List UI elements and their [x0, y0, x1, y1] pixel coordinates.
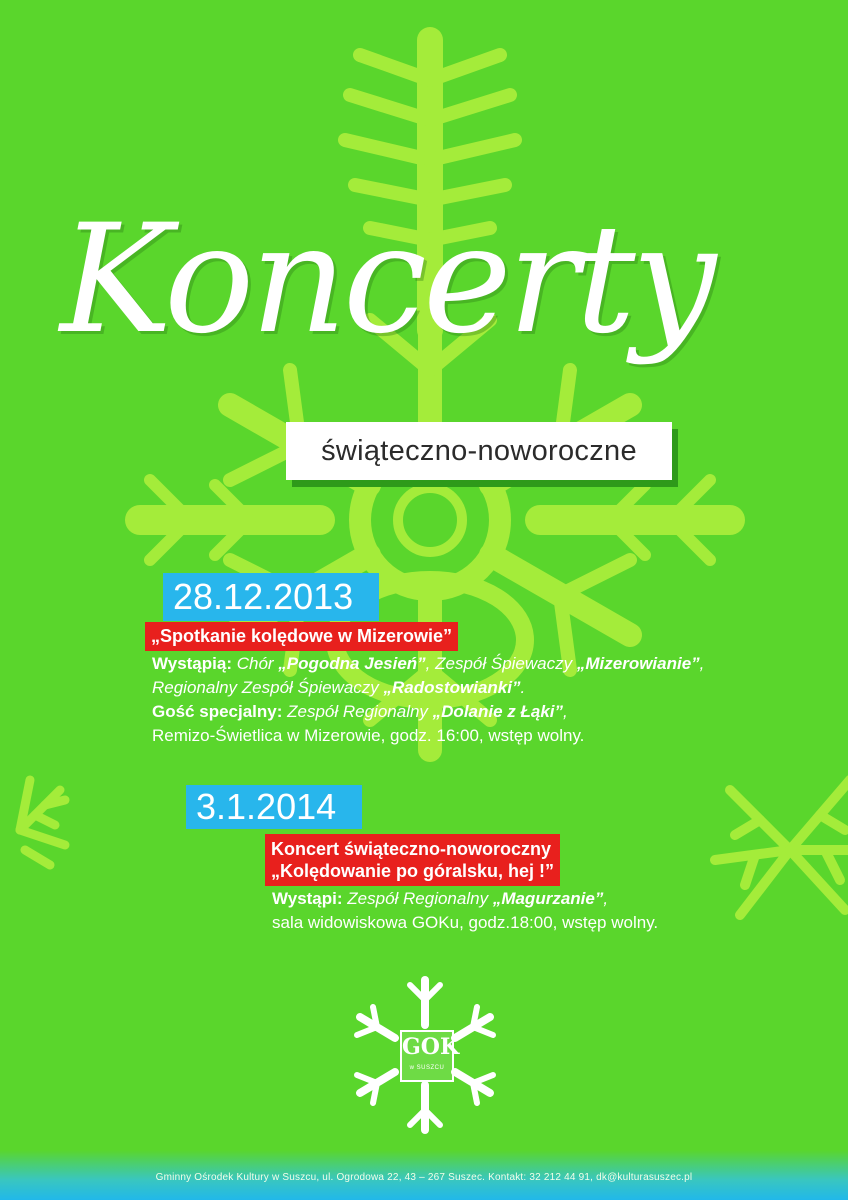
event1-date: 28.12.2013: [173, 576, 354, 617]
event1-title: „Spotkanie kolędowe w Mizerowie”: [145, 622, 458, 651]
right-corner-snowflake: [715, 780, 848, 915]
gok-logo-subtext: w SUSZCU: [409, 1065, 445, 1071]
poster-title: Koncerty: [60, 193, 713, 367]
event2-details: [272, 887, 658, 935]
poster-subtitle: świąteczno-noworoczne: [321, 434, 637, 467]
event2-title-line1: Koncert świąteczno-noworoczny: [271, 839, 552, 859]
event2-date-badge: [186, 785, 362, 829]
event1-details: [152, 652, 704, 748]
subtitle-box: [286, 422, 672, 480]
event1-venue-line: Remizo-Świetlica w Mizerowie, godz. 16:00, wstęp wolny.: [152, 726, 585, 745]
gok-logo-text: GOK: [402, 1034, 460, 1060]
event1-date-badge: [163, 573, 379, 621]
footer-contact: Gminny Ośrodek Kultury w Suszcu, ul. Ogrodowa 22, 43 – 267 Suszec. Kontakt: 32 212 44 91, dk@kulturasuszec.pl: [155, 1172, 693, 1183]
event1-performers-line: Wystąpią: Chór „Pogodna Jesień”, Zespół Śpiewaczy „Mizerowianie”,: [152, 654, 705, 673]
event2-venue-line: sala widowiskowa GOKu, godz.18:00, wstęp wolny.: [272, 913, 659, 932]
gok-logo: [400, 1030, 460, 1082]
event2-performers-line: Wystąpi: Zespół Regionalny „Magurzanie”,: [272, 889, 609, 908]
event1-guest-line: Gość specjalny: Zespół Regionalny „Dolanie z Łąki”,: [152, 702, 568, 721]
event2-title: [265, 834, 560, 886]
left-corner-snowflake: [20, 780, 65, 865]
event1-performers-line2: Regionalny Zespół Śpiewaczy „Radostowianki”.: [152, 678, 526, 697]
event2-date: 3.1.2014: [196, 786, 337, 827]
event2-title-line2: „Kolędowanie po góralsku, hej !”: [271, 861, 555, 881]
